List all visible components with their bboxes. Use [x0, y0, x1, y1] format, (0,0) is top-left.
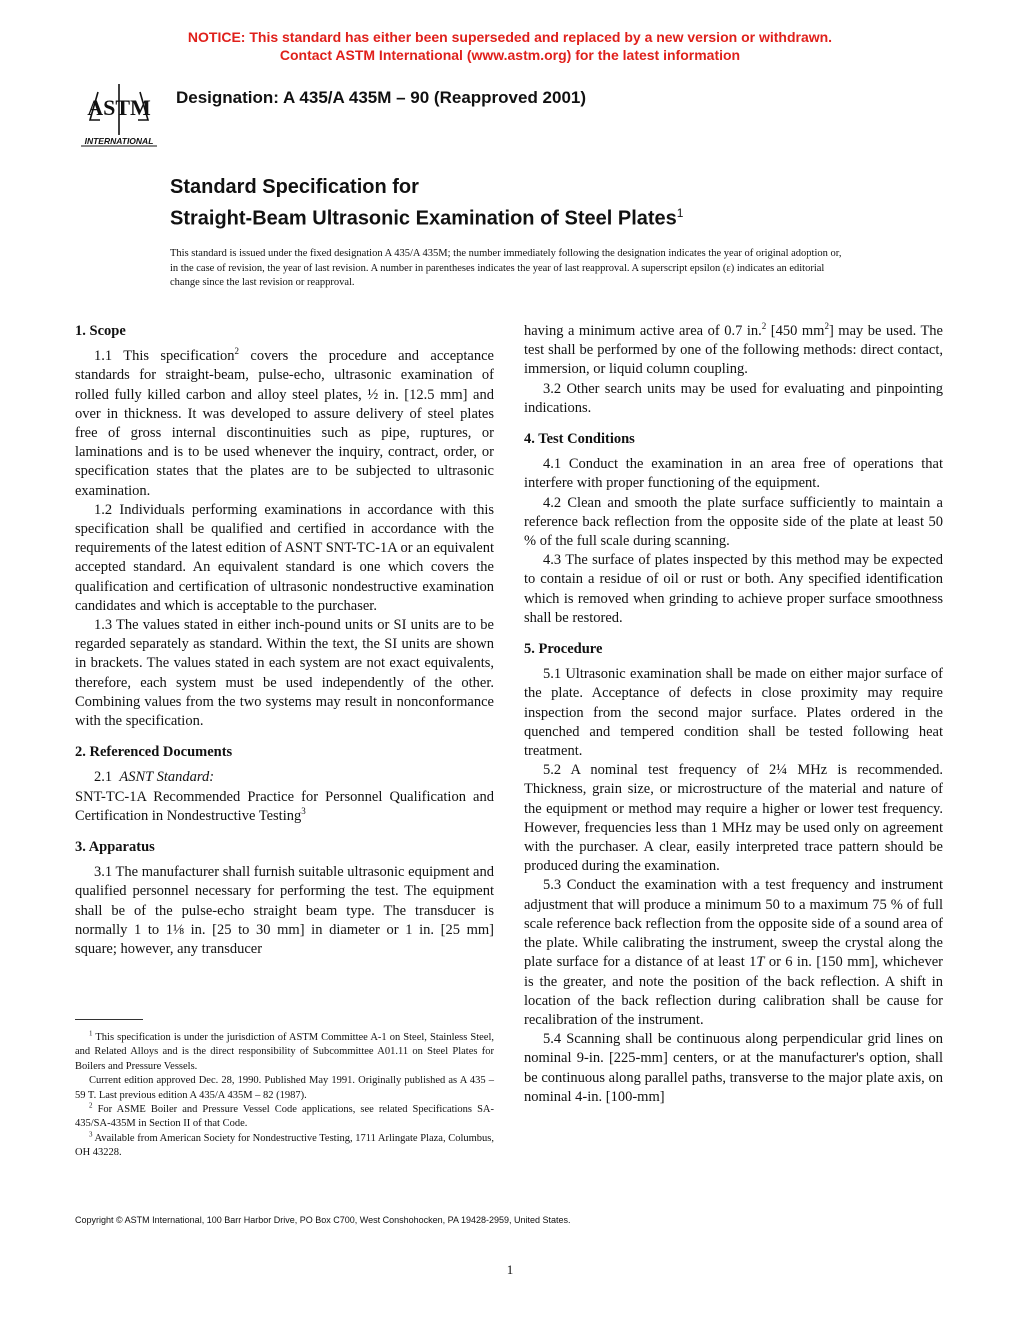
- paragraph-4-3: 4.3 The surface of plates inspected by this method may be expected to contain a residue of oil or rust or both. Any specified identification which is removed when grinding to achieve proper surface smoothness shall be restored.: [524, 552, 943, 626]
- paragraph-3-1: 3.1 The manufacturer shall furnish suitable ultrasonic equipment and qualified personnel necessary for performing the test. The equipment shall be of the pulse-echo straight beam type. The transducer is normally 1 to 1⅛ in. [25 to 30 mm] in diameter or 1 in. [25 mm] square; however, any transducer: [75, 864, 494, 958]
- paragraph-5-1: 5.1 Ultrasonic examination shall be made on either major surface of the plate. Acceptance of defects in close proximity may require inspection from the second major surface. Plates ordered in the quenched and tempered condition shall be tested following heat treatment.: [524, 666, 943, 760]
- footnote-2: [75, 1103, 494, 1132]
- paragraph-2-1: [75, 768, 494, 787]
- text-run: 5.3 Conduct the examination with a test frequency and instrument adjustment that will produce a minimum 50 to a maximum 75 % of full scale reference back reflection from the opposite side of a sound area of the plate. While calibrating the instrument, sweep the crystal along the plate surface for a distance of at least 1: [524, 877, 943, 971]
- right-column: [524, 322, 943, 1107]
- paragraph-5-4: 5.4 Scanning shall be continuous along perpendicular grid lines on nominal 9-in. [225-mm] centers, or at the manufacturer's option, shall be continuous along parallel paths, transverse to the major plate axis, on nominal 4-in. [100-mm]: [524, 1031, 943, 1105]
- referenced-document-snt-tc-1a: [75, 788, 494, 826]
- text-run: Available from American Society for Nondestructive Testing, 1711 Arlingate Plaza, Columbus, OH 43228.: [75, 1132, 494, 1159]
- title-line-1: Standard Specification for: [170, 176, 419, 198]
- footnote-marker: 3: [89, 1130, 93, 1139]
- text-run: 1.1 This specification: [94, 348, 235, 365]
- astm-logo-graphic: [78, 80, 160, 148]
- designation: Designation: A 435/A 435M – 90 (Reapproved 2001): [176, 88, 587, 107]
- paragraph-5-3: [524, 876, 943, 1030]
- notice-line-2: Contact ASTM International (www.astm.org) for the latest information: [279, 47, 741, 63]
- notice-line-1: NOTICE: This standard has either been superseded and replaced by a new version or withdrawn.: [187, 29, 833, 45]
- copyright-line: Copyright © ASTM International, 100 Barr Harbor Drive, PO Box C700, West Conshohocken, PA 19428-2959, United States.: [75, 1215, 571, 1225]
- text-run: having a minimum active area of 0.7 in.: [524, 323, 762, 339]
- superscript: 2: [824, 321, 829, 332]
- paragraph-3-2: 3.2 Other search units may be used for evaluating and pinpointing indications.: [524, 380, 943, 416]
- footnote-ref: 3: [301, 806, 306, 817]
- paragraph-3-1-continued: [524, 322, 943, 380]
- logo-text: ASTM: [87, 95, 151, 120]
- text-run: T: [756, 954, 765, 971]
- footnote-marker: 2: [89, 1101, 93, 1110]
- page-number: 1: [506, 1262, 514, 1277]
- text-run: or 6 in. [150 mm], whichever is the greater, and note the position of the back reflection. A shift in location of the back reflection during calibration shall be cause for recalibration of the instrument.: [524, 954, 943, 1028]
- paragraph-5-2: 5.2 A nominal test frequency of 2¼ MHz is recommended. Thickness, grain size, or microstructure of the material and nature of the equipment or method may require a higher or lower test frequency. However, frequencies less than 1 MHz may be used only on agreement with the purchaser. A clear, easily interpreted trace pattern should be produced during the examination.: [524, 762, 943, 875]
- paragraph-1-2: 1.2 Individuals performing examinations in accordance with this specification shall be qualified and certified in accordance with the requirements of the latest edition of ASNT SNT-TC-1A or an equivalent accepted standard. An equivalent standard is one which covers the qualification and certification of ultrasonic nondestructive examination candidates and which is acceptable to the purchaser.: [75, 501, 494, 614]
- section-heading-apparatus: 3. Apparatus: [75, 839, 155, 856]
- paragraph-4-2: 4.2 Clean and smooth the plate surface sufficiently to maintain a reference back reflection from the opposite side of the plate at least 50 % of the full scale during scanning.: [524, 494, 943, 550]
- section-heading-procedure: 5. Procedure: [524, 641, 603, 658]
- section-heading-referenced-documents: 2. Referenced Documents: [75, 744, 233, 761]
- footnote-marker: 1: [89, 1029, 93, 1038]
- footnote-1-edition: Current edition approved Dec. 28, 1990. Published May 1991. Originally published as A 435 – 59 T. Last previous edition A 435/A 435M – 82 (1987).: [75, 1075, 494, 1101]
- footnote-divider: [75, 1019, 143, 1020]
- section-heading-scope: 1. Scope: [75, 323, 126, 339]
- paragraph-1-3: 1.3 The values stated in either inch-pound units or SI units are to be regarded separately as standard. Within the text, the SI units are shown in brackets. The values stated in each system are not exact equivalents, therefore, each system must be used independently of the other. Combining values from the two systems may result in nonconformance with the specification.: [75, 617, 494, 730]
- footnote-ref: 2: [234, 346, 239, 357]
- left-column: [75, 322, 494, 959]
- document-title: [170, 174, 683, 232]
- paragraph-1-1: [75, 347, 494, 501]
- withdrawal-notice: [0, 28, 1020, 64]
- superscript: 2: [761, 321, 767, 332]
- text-run: covers the procedure and acceptance standards for straight-beam, pulse-echo, ultrasonic examination of rolled fully killed carbon and alloy steel plates, ½ in. [12.5 mm] and over in thickness. It was developed to assure delivery of steel plates free of gross internal discontinuities such as pipe, ruptures, or laminations and is to be used whenever the inquiry, contract, order, or specification states that the plates are to be subjected to ultrasonic examination.: [75, 348, 494, 499]
- text-run: For ASME Boiler and Pressure Vessel Code applications, see related Specifications SA-435/SA-435M in Section II of that Code.: [75, 1104, 495, 1130]
- footnote-3: [75, 1132, 494, 1161]
- text-run: This specification is under the jurisdiction of ASTM Committee A-1 on Steel, Stainless Steel, and Related Alloys and is the direct responsibility of Subcommittee A01.11 on Steel Plates for Boilers and Pressure Vessels.: [75, 1032, 495, 1072]
- title-line-2: [170, 200, 683, 232]
- text-run: ASNT Standard:: [119, 769, 215, 786]
- section-heading-test-conditions: 4. Test Conditions: [524, 431, 635, 448]
- text-run: SNT-TC-1A Recommended Practice for Personnel Qualification and Certification in Nondestructive Testing: [75, 788, 494, 824]
- issue-note: This standard is issued under the fixed designation A 435/A 435M; the number immediately following the designation indicates the year of original adoption or, in the case of revision, the year of last revision. A number in parentheses indicates the year of last reapproval. A superscript epsilon (ε) indicates an editorial change since the last revision or reapproval.: [170, 248, 842, 288]
- footnote-1: [75, 1031, 494, 1074]
- title-footnote-ref: 1: [676, 206, 684, 220]
- paragraph-4-1: 4.1 Conduct the examination in an area free of operations that interfere with proper functioning of the equipment.: [524, 456, 943, 492]
- logo-subtext: INTERNATIONAL: [84, 136, 154, 146]
- astm-logo: [78, 80, 160, 148]
- text-run: [450 mm: [766, 323, 825, 339]
- title-main: Straight-Beam Ultrasonic Examination of Steel Plates: [170, 207, 677, 230]
- text-run: ] may be used. The test shall be performed by one of the following methods: direct contact, immersion, or liquid column coupling.: [524, 323, 943, 378]
- text-run: 2.1: [94, 769, 113, 786]
- footnotes: [75, 1031, 494, 1161]
